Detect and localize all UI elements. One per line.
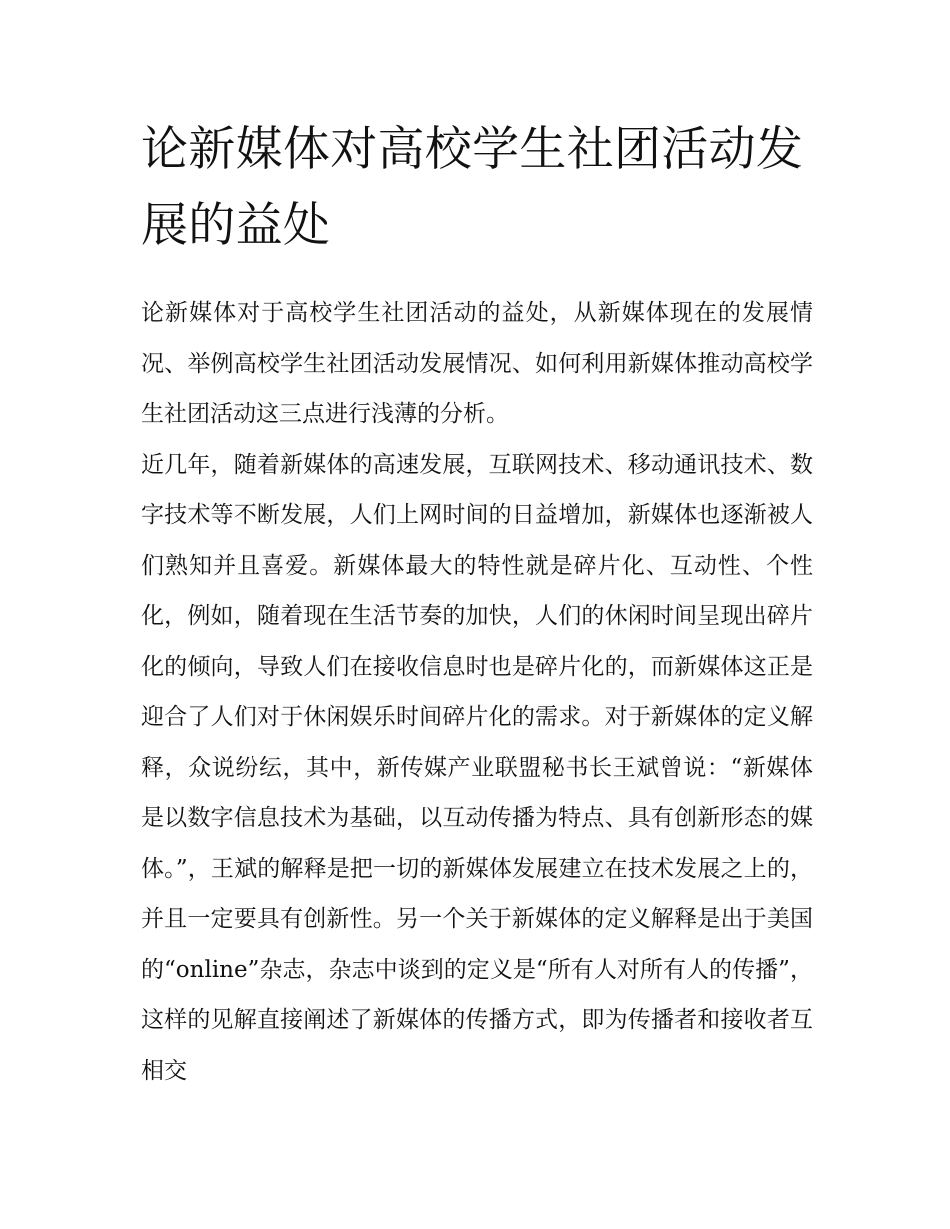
document-body — [141, 112, 813, 1096]
paragraph-abstract: 论新媒体对于高校学生社团活动的益处，从新媒体现在的发展情况、举例高校学生社团活动发展情况、如何利用新媒体推动高校学生社团活动这三点进行浅薄的分析。 — [141, 300, 813, 427]
document-title: 论新媒体对高校学生社团活动发展的益处 — [141, 122, 804, 253]
paragraph-body: 近几年，随着新媒体的高速发展，互联网技术、移动通讯技术、数字技术等不断发展，人们上网时间的日益增加，新媒体也逐渐被人们熟知并且喜爱。新媒体最大的特性就是碎片化、互动性、个性化，例如，随着现在生活节奏的加快，人们的休闲时间呈现出碎片化的倾向，导致人们在接收信息时也是碎片化的，而新媒体这正是迎合了人们对于休闲娱乐时间碎片化的需求。对于新媒体的定义解释，众说纷纭，其中，新传媒产业联盟秘书长王斌曾说：“新媒体是以数字信息技术为基础，以互动传播为特点、具有创新形态的媒体。”，王斌的解释是把一切的新媒体发展建立在技术发展之上的，并且一定要具有创新性。另一个关于新媒体的定义解释是出于美国的“online”杂志，杂志中谈到的定义是“所有人对所有人的传播”，这样的见解直接阐述了新媒体的传播方式，即为传播者和接收者互相交 — [141, 451, 813, 1084]
